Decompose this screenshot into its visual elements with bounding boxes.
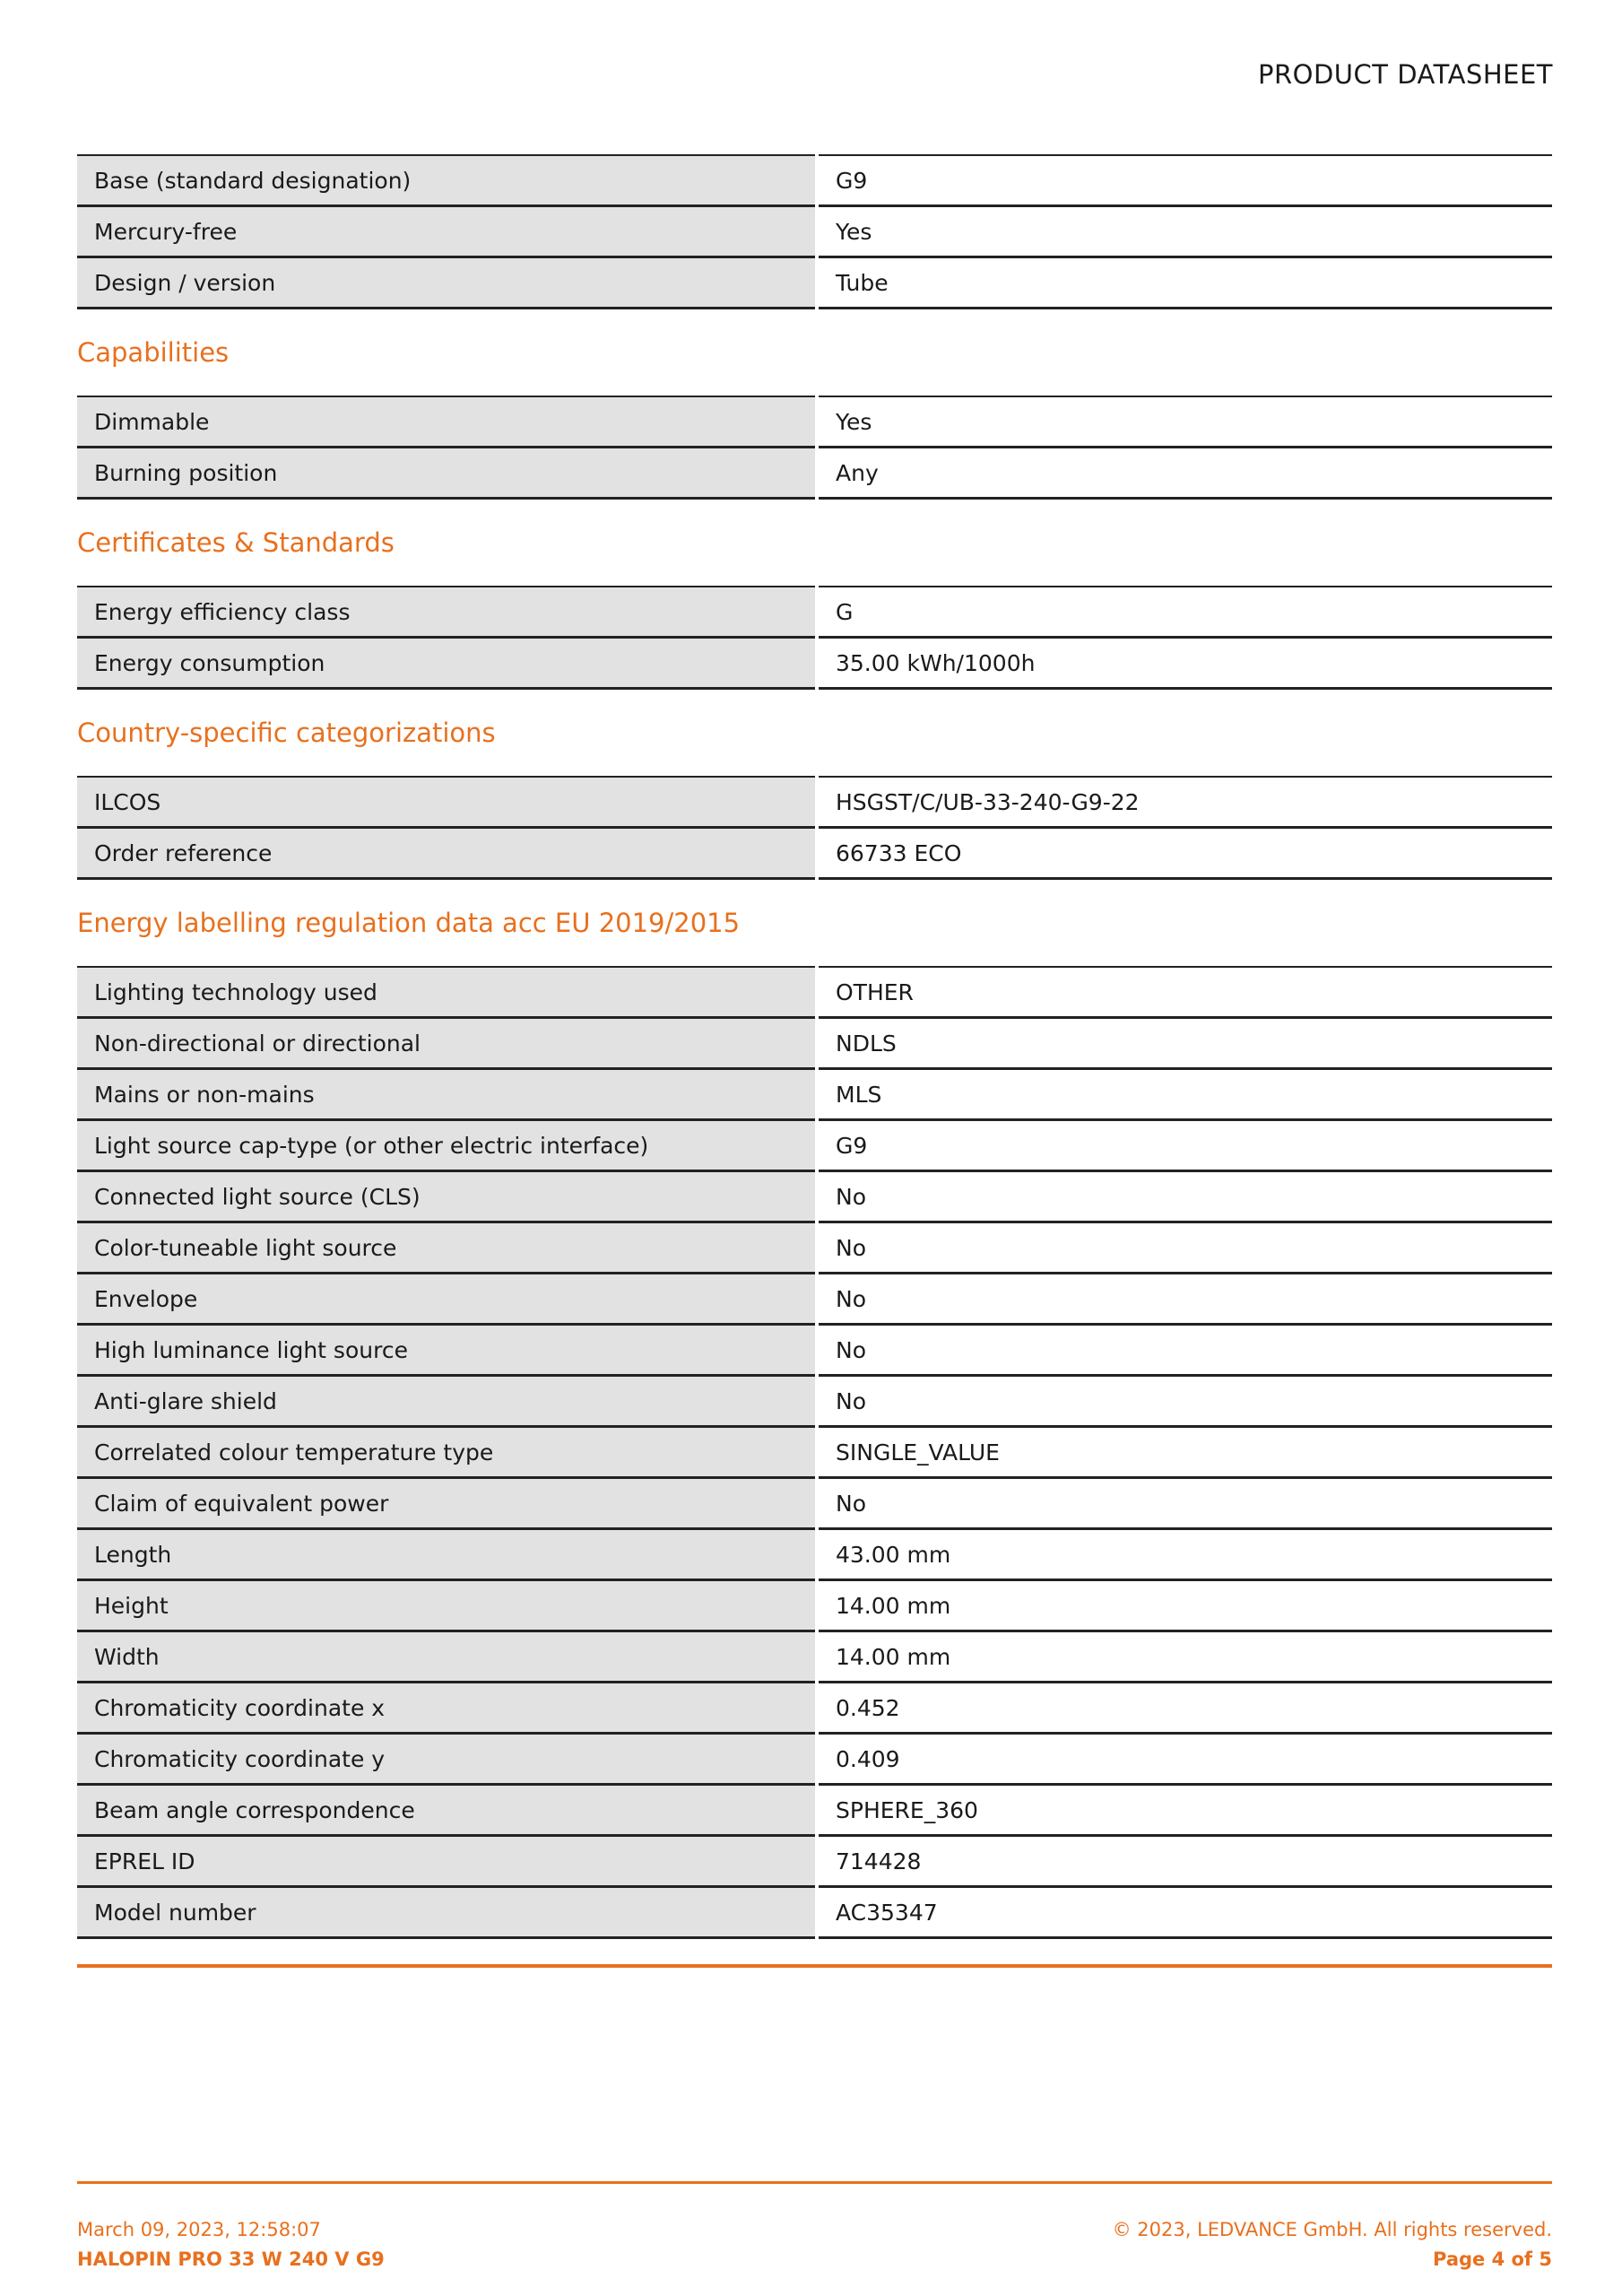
- table-row: [77, 1171, 1552, 1222]
- table-row: [77, 396, 1552, 448]
- spec-value: NDLS: [817, 1018, 1552, 1069]
- spec-label: Anti-glare shield: [77, 1376, 817, 1427]
- spec-label: EPREL ID: [77, 1836, 817, 1887]
- spec-value: 66733 ECO: [817, 828, 1552, 879]
- table-row: [77, 1325, 1552, 1376]
- spec-value: Yes: [817, 396, 1552, 448]
- spec-label: Non-directional or directional: [77, 1018, 817, 1069]
- table-row: [77, 828, 1552, 879]
- spec-value: 0.452: [817, 1683, 1552, 1734]
- table-row: [77, 1274, 1552, 1325]
- table-row: [77, 1069, 1552, 1120]
- table-row: [77, 1887, 1552, 1938]
- spec-value: No: [817, 1274, 1552, 1325]
- table-row: [77, 448, 1552, 499]
- spec-label: Beam angle correspondence: [77, 1785, 817, 1836]
- spec-value: G: [817, 587, 1552, 638]
- footer-rule: [77, 2181, 1552, 2184]
- spec-label: Mains or non-mains: [77, 1069, 817, 1120]
- table-row: [77, 155, 1552, 206]
- table-row: [77, 1785, 1552, 1836]
- section-title-text: Energy labelling regulation data acc EU 2019/2015: [77, 907, 741, 938]
- spec-label: Energy efficiency class: [77, 587, 817, 638]
- spec-value: No: [817, 1478, 1552, 1529]
- spec-label: Chromaticity coordinate x: [77, 1683, 817, 1734]
- footer-copyright: © 2023, LEDVANCE GmbH. All rights reserved.: [1112, 2219, 1552, 2240]
- spec-label: Energy consumption: [77, 638, 817, 689]
- spec-value: No: [817, 1325, 1552, 1376]
- datasheet-content: [77, 154, 1552, 1939]
- spec-label: Order reference: [77, 828, 817, 879]
- spec-table: [77, 966, 1552, 1939]
- table-row: [77, 777, 1552, 828]
- section-title: [77, 500, 1552, 586]
- spec-label: Light source cap-type (or other electric interface): [77, 1120, 817, 1171]
- spec-value: G9: [817, 155, 1552, 206]
- spec-label: Width: [77, 1631, 817, 1683]
- spec-value: 14.00 mm: [817, 1631, 1552, 1683]
- spec-value: No: [817, 1376, 1552, 1427]
- spec-value: Any: [817, 448, 1552, 499]
- table-row: [77, 1631, 1552, 1683]
- spec-value: HSGST/C/UB-33-240-G9-22: [817, 777, 1552, 828]
- spec-label: Correlated colour temperature type: [77, 1427, 817, 1478]
- section-title: [77, 690, 1552, 776]
- spec-value: No: [817, 1222, 1552, 1274]
- section-title: [77, 880, 1552, 966]
- spec-label: Base (standard designation): [77, 155, 817, 206]
- spec-value: OTHER: [817, 967, 1552, 1018]
- page-title: PRODUCT DATASHEET: [1258, 59, 1553, 90]
- table-row: [77, 1222, 1552, 1274]
- spec-label: Length: [77, 1529, 817, 1580]
- spec-label: Height: [77, 1580, 817, 1631]
- spec-value: Tube: [817, 257, 1552, 309]
- spec-value: Yes: [817, 206, 1552, 257]
- spec-label: Claim of equivalent power: [77, 1478, 817, 1529]
- spec-label: Model number: [77, 1887, 817, 1938]
- spec-label: Color-tuneable light source: [77, 1222, 817, 1274]
- spec-label: ILCOS: [77, 777, 817, 828]
- spec-label: Envelope: [77, 1274, 817, 1325]
- section-end-rule: [77, 1964, 1552, 1968]
- section-title-text: Country-specific categorizations: [77, 717, 496, 748]
- table-row: [77, 1018, 1552, 1069]
- spec-value: SPHERE_360: [817, 1785, 1552, 1836]
- spec-value: G9: [817, 1120, 1552, 1171]
- spec-label: Design / version: [77, 257, 817, 309]
- table-row: [77, 1683, 1552, 1734]
- spec-label: High luminance light source: [77, 1325, 817, 1376]
- table-row: [77, 1734, 1552, 1785]
- spec-label: Chromaticity coordinate y: [77, 1734, 817, 1785]
- footer-date: March 09, 2023, 12:58:07: [77, 2219, 321, 2240]
- spec-table: [77, 776, 1552, 880]
- table-row: [77, 1120, 1552, 1171]
- table-row: [77, 1529, 1552, 1580]
- spec-value: AC35347: [817, 1887, 1552, 1938]
- table-row: [77, 967, 1552, 1018]
- spec-value: 35.00 kWh/1000h: [817, 638, 1552, 689]
- spec-value: 0.409: [817, 1734, 1552, 1785]
- table-row: [77, 1427, 1552, 1478]
- spec-table: [77, 154, 1552, 309]
- spec-label: Mercury-free: [77, 206, 817, 257]
- spec-value: SINGLE_VALUE: [817, 1427, 1552, 1478]
- spec-value: No: [817, 1171, 1552, 1222]
- footer-page-number: Page 4 of 5: [1433, 2248, 1552, 2270]
- spec-label: Lighting technology used: [77, 967, 817, 1018]
- spec-value: MLS: [817, 1069, 1552, 1120]
- section-title: [77, 309, 1552, 396]
- footer-product-name: HALOPIN PRO 33 W 240 V G9: [77, 2248, 385, 2270]
- spec-label: Burning position: [77, 448, 817, 499]
- table-row: [77, 1580, 1552, 1631]
- table-row: [77, 1478, 1552, 1529]
- table-row: [77, 638, 1552, 689]
- spec-value: 14.00 mm: [817, 1580, 1552, 1631]
- table-row: [77, 257, 1552, 309]
- spec-table: [77, 396, 1552, 500]
- table-row: [77, 1836, 1552, 1887]
- spec-label: Connected light source (CLS): [77, 1171, 817, 1222]
- spec-label: Dimmable: [77, 396, 817, 448]
- section-title-text: Capabilities: [77, 336, 230, 368]
- table-row: [77, 1376, 1552, 1427]
- table-row: [77, 206, 1552, 257]
- section-title-text: Certificates & Standards: [77, 526, 395, 558]
- spec-table: [77, 586, 1552, 690]
- spec-value: 43.00 mm: [817, 1529, 1552, 1580]
- spec-value: 714428: [817, 1836, 1552, 1887]
- table-row: [77, 587, 1552, 638]
